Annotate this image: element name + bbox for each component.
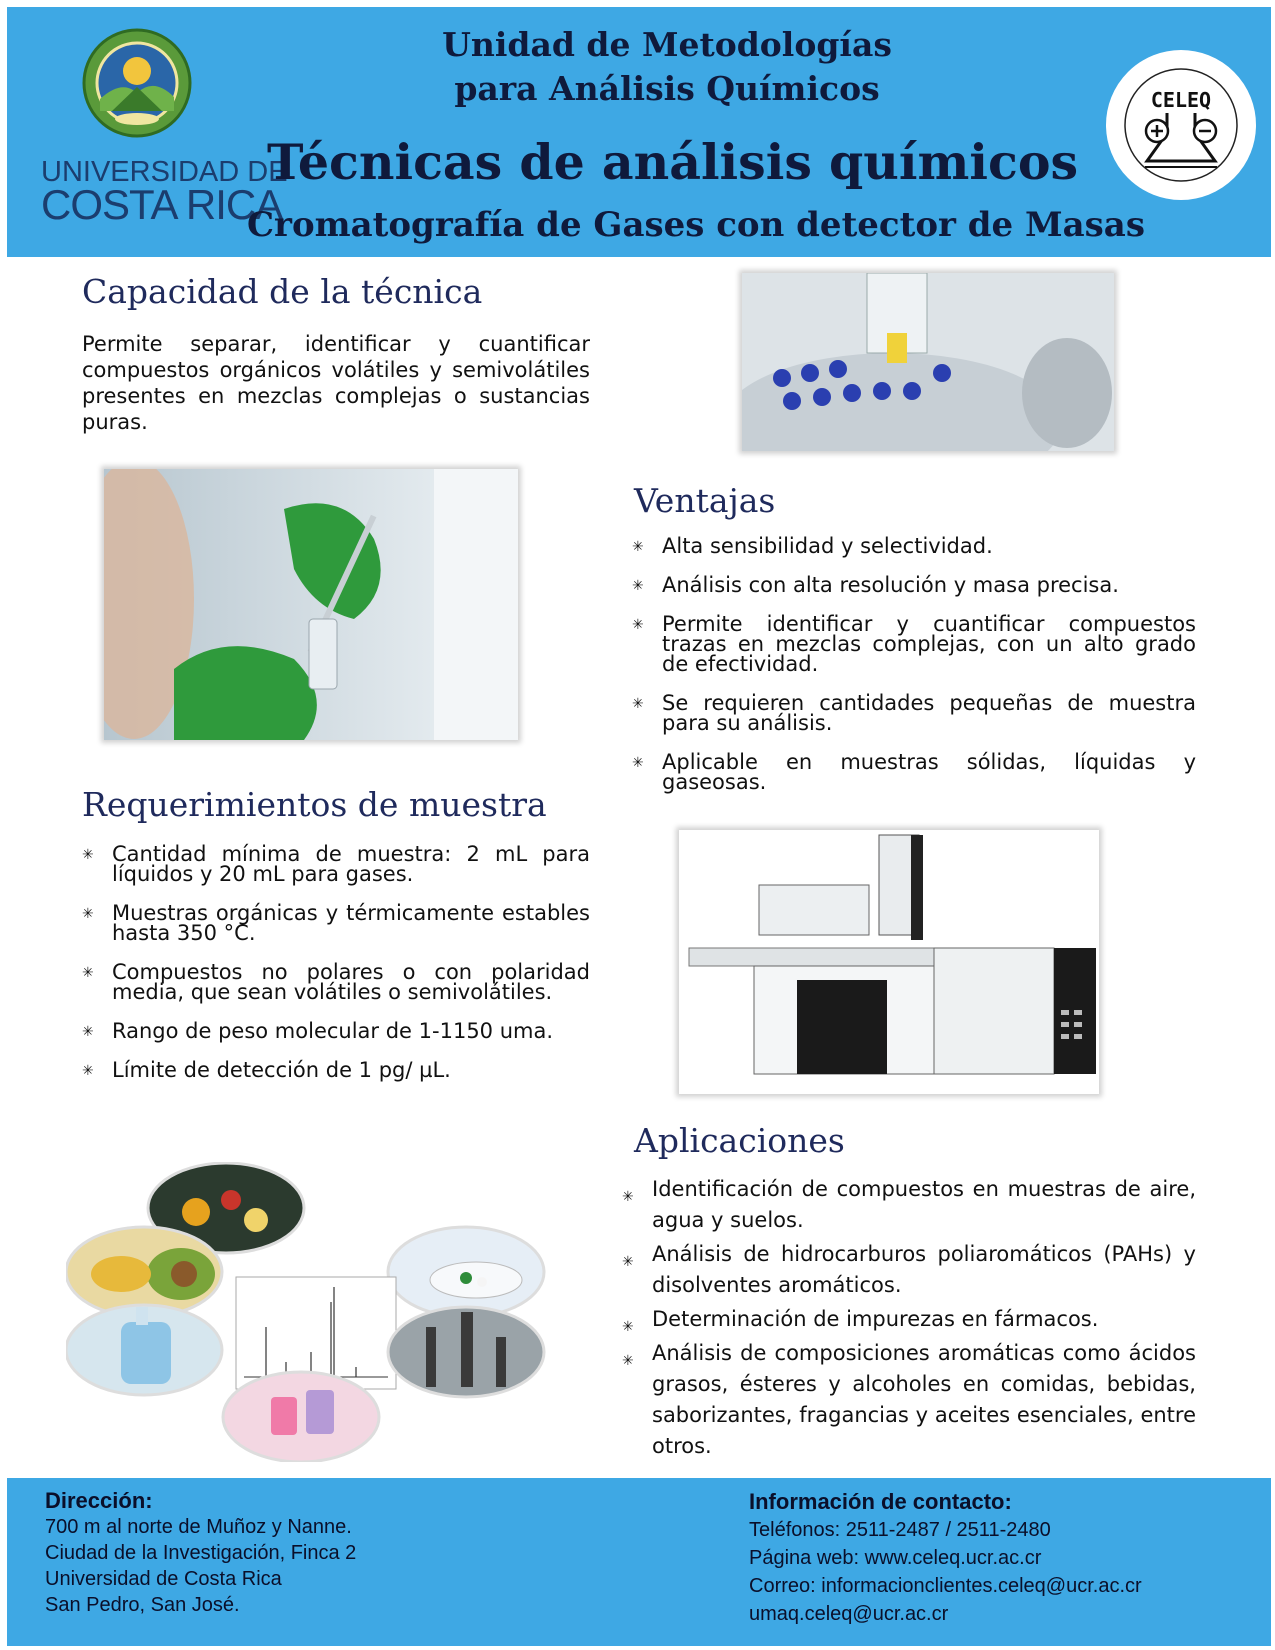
contact-phones: Teléfonos: 2511-2487 / 2511-2480 (749, 1519, 1051, 1541)
list-item: ✳ Cantidad mínima de muestra: 2 mL para líquidos y 20 mL para gases. (82, 842, 590, 886)
list-item: ✳ Se requieren cantidades pequeñas de muestra para su análisis. (632, 691, 1196, 735)
gc-ms-instrument-photo (679, 830, 1099, 1094)
asterisk-bullet-icon: ✳ (82, 906, 94, 922)
address-block (45, 1488, 356, 1618)
list-item: ✳ Análisis de hidrocarburos poliaromáticos (PAHs) y disolventes aromáticos. (622, 1242, 1196, 1297)
asterisk-bullet-icon: ✳ (622, 1353, 634, 1369)
asterisk-bullet-icon: ✳ (632, 539, 644, 555)
list-item: ✳ Identificación de compuestos en muestras de aire, agua y suelos. (622, 1177, 1196, 1232)
aplicaciones-title: Aplicaciones (634, 1121, 845, 1160)
requerimientos-list (82, 844, 590, 1099)
list-item: ✳ Muestras orgánicas y térmicamente estables hasta 350 °C. (82, 901, 590, 945)
contact-email-link[interactable]: Correo: informacionclientes.celeq@ucr.ac.cr (749, 1575, 1142, 1597)
unit-name-line2: para Análisis Químicos (454, 69, 880, 108)
list-item: ✳ Compuestos no polares o con polaridad media, que sean volátiles o semivolátiles. (82, 960, 590, 1004)
asterisk-bullet-icon: ✳ (632, 578, 644, 594)
syringe-photo-art (104, 469, 518, 740)
contact-block (749, 1488, 1142, 1628)
ventajas-list (632, 536, 1196, 811)
list-item: ✳ Análisis con alta resolución y masa precisa. (632, 573, 1119, 597)
address-line: Universidad de Costa Rica (45, 1568, 282, 1590)
contact-title: Información de contacto: (749, 1489, 1012, 1514)
asterisk-bullet-icon: ✳ (622, 1189, 634, 1205)
address-line: 700 m al norte de Muñoz y Nanne. (45, 1516, 352, 1538)
celeq-acronym: CELEQ (1150, 88, 1212, 112)
list-item: ✳ Determinación de impurezas en fármacos. (622, 1304, 1196, 1335)
address-line: San Pedro, San José. (45, 1594, 240, 1616)
asterisk-bullet-icon: ✳ (632, 755, 644, 771)
footer-banner (7, 1478, 1271, 1646)
ventajas-title: Ventajas (634, 481, 776, 520)
contact-website-link[interactable]: Página web: www.celeq.ucr.ac.cr (749, 1547, 1042, 1569)
aplicaciones-list (622, 1174, 1196, 1465)
address-line: Ciudad de la Investigación, Finca 2 (45, 1542, 357, 1564)
gc-ms-instrument-art (679, 830, 1099, 1094)
asterisk-bullet-icon: ✳ (82, 1024, 94, 1040)
asterisk-bullet-icon: ✳ (82, 847, 94, 863)
list-item: ✳ Alta sensibilidad y selectividad. (632, 534, 993, 558)
asterisk-bullet-icon: ✳ (82, 965, 94, 981)
page-title: Técnicas de análisis químicos (267, 133, 1079, 191)
university-name-line2: COSTA RICA (41, 181, 283, 228)
contact-email-link[interactable]: umaq.celeq@ucr.ac.cr (749, 1603, 949, 1625)
celeq-logo-icon (1105, 49, 1257, 201)
requerimientos-title: Requerimientos de muestra (82, 785, 547, 824)
capacidad-text: Permite separar, identificar y cuantificar compuestos orgánicos volátiles y semivolátiles presentes en mezclas complejas o sustancias puras. (82, 332, 590, 434)
header-banner (7, 7, 1271, 257)
autosampler-photo-art (742, 273, 1114, 451)
list-item: ✳ Rango de peso molecular de 1-1150 uma. (82, 1019, 554, 1043)
asterisk-bullet-icon: ✳ (632, 617, 644, 633)
asterisk-bullet-icon: ✳ (622, 1319, 634, 1335)
asterisk-bullet-icon: ✳ (82, 1063, 94, 1079)
list-item: ✳ Análisis de composiciones aromáticas como ácidos grasos, ésteres y alcoholes en comidas, bebidas, saborizantes, fragancias y aceites esenciales, entre otros. (622, 1341, 1196, 1458)
syringe-photo (104, 469, 518, 740)
page-subtitle: Cromatografía de Gases con detector de Masas (247, 205, 1145, 245)
autosampler-photo (742, 273, 1114, 451)
list-item: ✳ Aplicable en muestras sólidas, líquidas y gaseosas. (632, 750, 1196, 794)
applications-collage (66, 1162, 566, 1462)
applications-collage-art (66, 1162, 566, 1462)
address-title: Dirección: (45, 1488, 153, 1513)
asterisk-bullet-icon: ✳ (622, 1254, 634, 1270)
unit-name-line1: Unidad de Metodologías (442, 25, 892, 64)
unit-name (307, 23, 1027, 111)
university-name-line1: UNIVERSIDAD DE (41, 156, 288, 188)
asterisk-bullet-icon: ✳ (632, 696, 644, 712)
list-item: ✳ Límite de detección de 1 pg/ µL. (82, 1058, 451, 1082)
list-item: ✳ Permite identificar y cuantificar compuestos trazas en mezclas complejas, con un alto grado de efectividad. (632, 612, 1196, 676)
capacidad-title: Capacidad de la técnica (82, 272, 483, 311)
ucr-seal-icon (82, 27, 192, 139)
ucr-logo (27, 21, 288, 228)
